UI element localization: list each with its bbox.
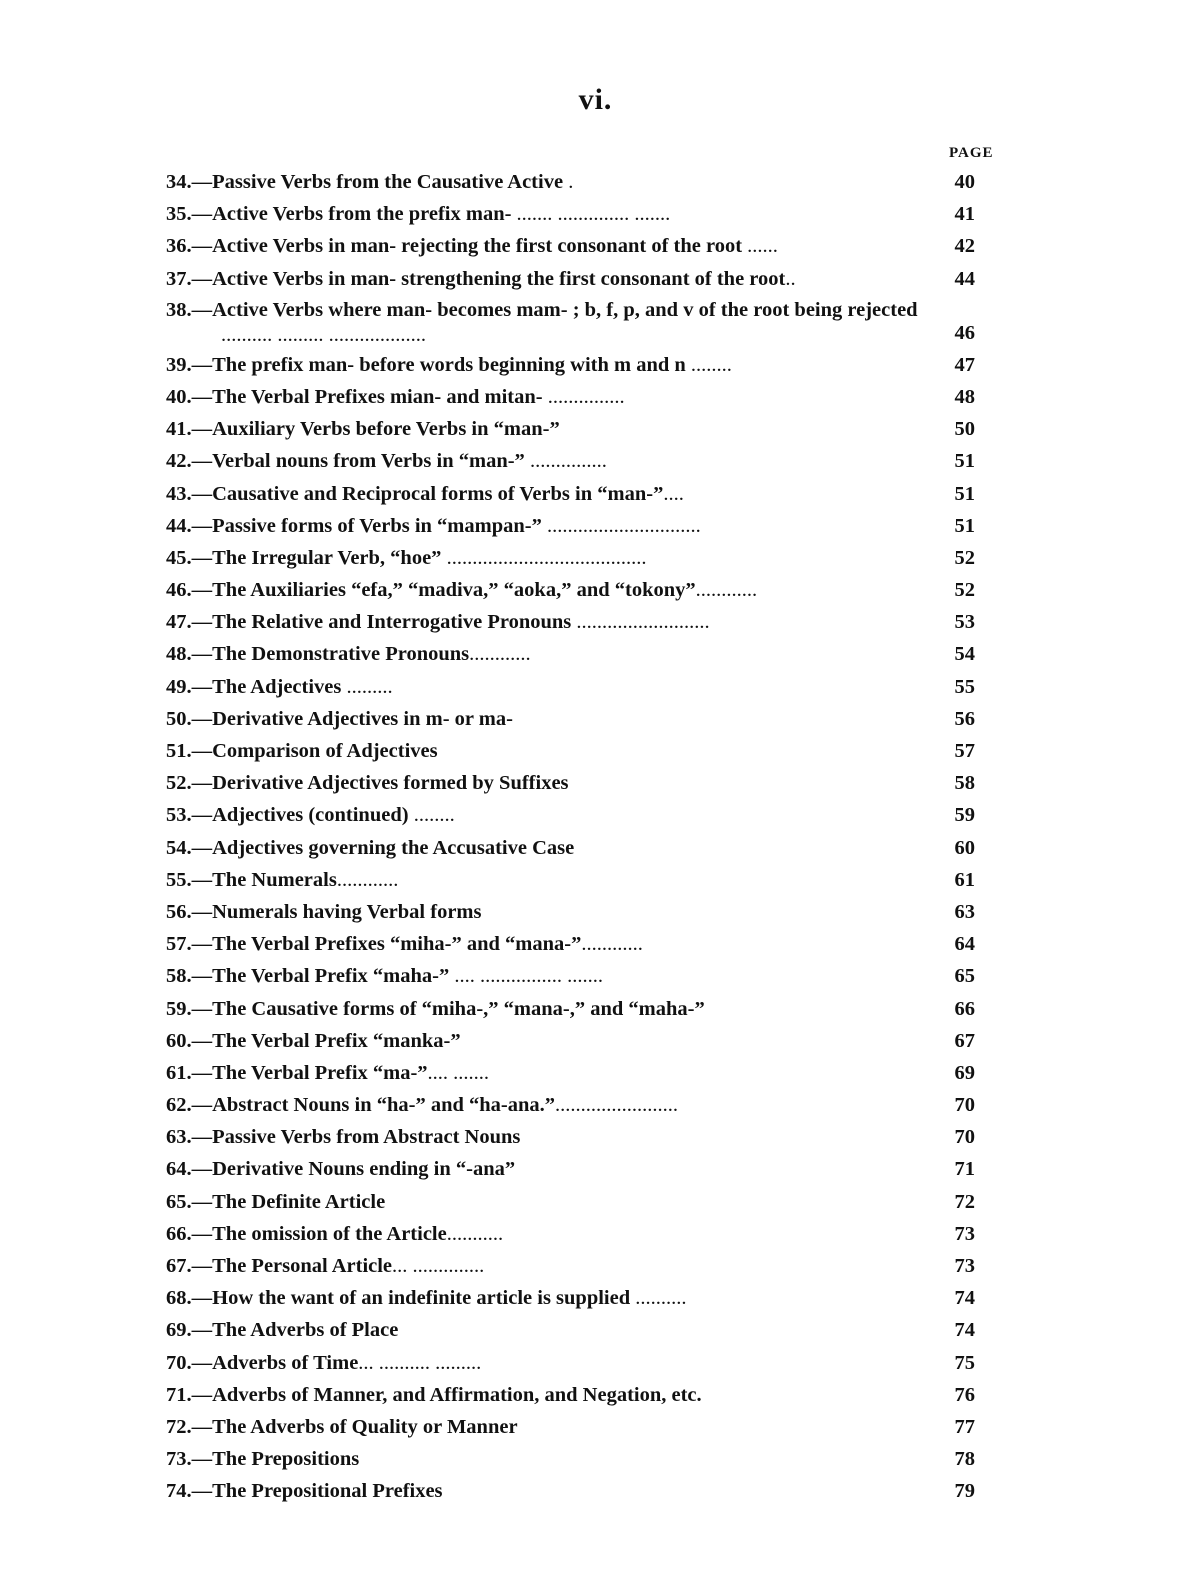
toc-entry-title: Active Verbs from the prefix man- [212, 203, 512, 226]
toc-entry-dash: — [191, 267, 213, 290]
toc-entry-dash: — [191, 1126, 213, 1149]
toc-entry-text [166, 542, 946, 574]
toc-entry-number: 50. [166, 707, 192, 730]
toc-entry-dash: — [191, 836, 213, 859]
toc-entry-leader: ............ [469, 643, 531, 666]
toc-entry-title: The Adverbs of Place [212, 1319, 399, 1342]
toc-entry-text [166, 928, 946, 960]
toc-entry-number: 68. [166, 1287, 192, 1310]
toc-entry-number: 39. [166, 353, 192, 376]
toc-entry-text [166, 1025, 946, 1057]
toc-entry-dash: — [191, 353, 213, 376]
toc-entry-leader: ............ [336, 868, 399, 891]
toc-entry-dash: — [191, 1158, 213, 1181]
toc-entry [166, 1153, 1001, 1185]
toc-entry-page: 54 [954, 643, 975, 666]
toc-entry-dash: — [191, 675, 213, 698]
toc-entry-number: 36. [166, 235, 192, 258]
toc-entry-page: 44 [954, 267, 975, 290]
toc-entry [166, 166, 1001, 198]
toc-entry-page: 74 [954, 1319, 975, 1342]
toc-entry-page: 51 [954, 482, 975, 505]
toc-entry-number: 54. [166, 836, 192, 859]
toc-entry-title: Causative and Reciprocal forms of Verbs in “man-” [212, 482, 664, 505]
toc-entry-leader: ............ [581, 933, 643, 956]
toc-entry-leader: ...... [742, 235, 778, 258]
toc-entry [166, 1282, 1001, 1314]
table-of-contents [166, 166, 1001, 1508]
toc-entry-leader: ........... [446, 1222, 504, 1245]
toc-entry-title: Passive Verbs from the Causative Active [212, 171, 564, 193]
toc-entry-dash: — [191, 1351, 213, 1374]
toc-entry-text [166, 671, 946, 703]
toc-entry-title: Abstract Nouns in “ha-” and “ha-ana.” [212, 1094, 555, 1117]
toc-entry-title: Adverbs of Time [212, 1351, 359, 1374]
toc-entry-title: Verbal nouns from Verbs in “man-” [212, 450, 525, 473]
toc-entry-title: The Verbal Prefix “manka-” [212, 1029, 461, 1052]
toc-entry-leader: .......... ......... ................... [221, 323, 426, 346]
toc-entry-text [166, 263, 946, 295]
toc-entry-title: The Relative and Interrogative Pronouns [212, 611, 572, 634]
toc-entry-title: The Definite Article [212, 1190, 386, 1213]
toc-entry [166, 928, 1001, 960]
toc-entry-page: 47 [954, 353, 975, 376]
page-number: vi. [578, 83, 613, 116]
toc-entry-title: The Adverbs of Quality or Manner [212, 1415, 518, 1438]
toc-entry-number: 66. [166, 1222, 192, 1245]
toc-entry-dash: — [191, 1480, 213, 1503]
toc-entry-page: 61 [954, 868, 975, 891]
toc-entry [166, 832, 1001, 864]
toc-entry-page: 78 [954, 1448, 975, 1471]
toc-entry [166, 606, 1001, 638]
toc-entry-title: Passive Verbs from Abstract Nouns [212, 1126, 521, 1149]
toc-entry-dash: — [191, 868, 213, 891]
toc-entry-number: 60. [166, 1029, 192, 1052]
toc-entry-leader: .. [785, 267, 796, 290]
toc-entry-text [166, 445, 946, 477]
toc-entry-title: The Auxiliaries “efa,” “madiva,” “aoka,” and “tokony” [212, 579, 696, 602]
toc-entry-page: 51 [954, 450, 975, 473]
toc-entry-leader: .............................. [541, 514, 701, 537]
toc-entry-title: Numerals having Verbal forms [212, 900, 482, 923]
toc-entry-dash: — [191, 707, 213, 730]
toc-entry-number: 43. [166, 482, 192, 505]
toc-entry [166, 671, 1001, 703]
toc-entry-page: 58 [954, 772, 975, 795]
toc-entry-text [166, 1218, 946, 1250]
toc-entry-number: 37. [166, 267, 192, 290]
toc-entry-dash: — [191, 1190, 213, 1213]
toc-entry-title: Adverbs of Manner, and Affirmation, and Negation, etc. [212, 1383, 702, 1406]
toc-entry-leader: .......... [630, 1287, 687, 1310]
toc-entry-page: 52 [954, 579, 975, 602]
toc-entry-text [166, 767, 946, 799]
toc-entry-page: 56 [954, 707, 975, 730]
toc-entry-title: Active Verbs in man- strengthening the first consonant of the root [212, 267, 786, 290]
toc-entry-text [166, 1153, 946, 1185]
toc-entry [166, 1347, 1001, 1379]
toc-entry-text [166, 1089, 946, 1121]
toc-entry-leader: .... ................ ....... [449, 965, 603, 988]
toc-entry-page: 41 [954, 203, 975, 226]
toc-entry-number: 40. [166, 385, 192, 408]
toc-entry-page: 63 [954, 900, 975, 923]
toc-entry-text [166, 799, 946, 831]
toc-entry-number: 71. [166, 1383, 192, 1406]
toc-entry-page: 51 [954, 514, 975, 537]
toc-entry-dash: — [191, 900, 213, 923]
toc-entry [166, 1057, 1001, 1089]
toc-entry-dash: — [191, 385, 213, 408]
toc-entry-dash: — [191, 418, 213, 441]
toc-entry-dash: — [191, 1094, 213, 1117]
toc-entry-dash: — [191, 450, 213, 473]
toc-entry [166, 1025, 1001, 1057]
toc-entry-text [166, 1121, 946, 1153]
toc-entry [166, 993, 1001, 1025]
toc-entry-page: 55 [954, 675, 975, 698]
toc-entry-title: Active Verbs in man- rejecting the first consonant of the root [212, 235, 743, 258]
toc-entry-leader: ... .......... ......... [358, 1351, 482, 1374]
toc-entry [166, 1443, 1001, 1475]
toc-entry-page: 75 [954, 1351, 975, 1374]
toc-entry-title: The Prepositions [212, 1448, 360, 1471]
toc-entry-number: 53. [166, 804, 192, 827]
toc-entry-text [166, 960, 946, 992]
toc-entry-leader: ........................ [555, 1094, 678, 1117]
toc-entry-dash: — [191, 171, 213, 193]
toc-entry-title: The Verbal Prefix “ma-” [212, 1061, 428, 1084]
toc-entry-dash: — [191, 1319, 213, 1342]
toc-entry-number: 63. [166, 1126, 192, 1149]
toc-entry [166, 799, 1001, 831]
toc-entry-text [166, 735, 946, 767]
toc-entry-page: 71 [954, 1158, 975, 1181]
toc-entry-dash: — [191, 804, 213, 827]
toc-entry-text [166, 478, 946, 510]
toc-entry [166, 230, 1001, 262]
toc-entry-title: The prefix man- before words beginning with m and n [212, 353, 686, 376]
toc-entry-number: 35. [166, 203, 192, 226]
toc-entry [166, 295, 1001, 349]
toc-entry-title: The Causative forms of “miha-,” “mana-,” and “maha-” [212, 997, 705, 1020]
toc-entry-leader: ......... [341, 675, 393, 698]
toc-entry-dash: — [191, 203, 213, 226]
toc-entry-number: 56. [166, 900, 192, 923]
toc-entry-dash: — [191, 1287, 213, 1310]
toc-entry-page: 76 [954, 1383, 975, 1406]
toc-entry-text [166, 638, 946, 670]
toc-entry-page: 50 [954, 418, 975, 441]
toc-entry [166, 542, 1001, 574]
toc-entry-title: The Irregular Verb, “hoe” [212, 546, 442, 569]
toc-entry-number: 67. [166, 1255, 192, 1277]
toc-entry-page: 72 [954, 1190, 975, 1213]
toc-entry-leader: ....... .............. ....... [511, 203, 671, 226]
toc-entry-text [166, 230, 946, 262]
toc-entry-number: 52. [166, 772, 192, 795]
toc-entry [166, 703, 1001, 735]
toc-entry-number: 55. [166, 868, 192, 891]
toc-entry-number: 45. [166, 546, 192, 569]
toc-entry [166, 960, 1001, 992]
toc-entry-number: 62. [166, 1094, 192, 1117]
toc-entry-text [166, 896, 946, 928]
toc-entry-text [166, 1282, 946, 1314]
toc-entry-title: The omission of the Article [212, 1222, 447, 1245]
toc-entry-dash: — [191, 235, 213, 258]
toc-entry [166, 263, 1001, 295]
toc-entry-number: 69. [166, 1319, 192, 1342]
toc-entry-dash: — [191, 740, 213, 762]
toc-entry-leader: ........ [685, 353, 732, 376]
toc-entry-page: 79 [954, 1480, 975, 1503]
toc-entry [166, 638, 1001, 670]
toc-entry-page: 65 [954, 965, 975, 988]
toc-entry-page: 64 [954, 933, 975, 956]
toc-entry-number: 38. [166, 298, 192, 321]
toc-entry-text [166, 832, 946, 864]
toc-entry-dash: — [191, 643, 213, 666]
toc-entry-title: The Numerals [212, 868, 337, 891]
toc-entry-number: 44. [166, 514, 192, 537]
toc-entry-page: 69 [954, 1061, 975, 1084]
toc-entry-page: 48 [954, 385, 975, 408]
toc-entry [166, 574, 1001, 606]
toc-entry [166, 198, 1001, 230]
toc-entry-dash: — [191, 579, 213, 602]
toc-entry-title: Active Verbs where man- becomes mam- ; b, f, p, and v of the root being rejected [212, 298, 918, 321]
toc-entry-leader: ....................................... [441, 546, 647, 569]
toc-entry [166, 1250, 1001, 1282]
toc-entry [166, 1218, 1001, 1250]
toc-entry-number: 61. [166, 1061, 192, 1084]
toc-entry [166, 864, 1001, 896]
toc-entry-title: Adjectives governing the Accusative Case [212, 836, 575, 859]
toc-entry-dash: — [191, 611, 213, 634]
toc-entry-page: 73 [954, 1255, 975, 1277]
toc-entry-page: 67 [954, 1029, 975, 1052]
page-column-header: PAGE [949, 145, 994, 161]
toc-entry-text [166, 703, 946, 735]
toc-entry [166, 1475, 1001, 1507]
toc-entry-title: Adjectives (continued) [212, 804, 409, 827]
toc-entry-title: The Demonstrative Pronouns [212, 643, 470, 666]
toc-entry-page: 42 [954, 235, 975, 258]
toc-entry-text [166, 1411, 946, 1443]
toc-entry-text [166, 1443, 946, 1475]
toc-entry-number: 48. [166, 643, 192, 666]
toc-entry-leader: ... .............. [392, 1255, 485, 1277]
toc-entry-number: 70. [166, 1351, 192, 1374]
toc-entry-page: 60 [954, 836, 975, 859]
toc-entry-text [166, 864, 946, 896]
toc-entry-title: The Verbal Prefixes mian- and mitan- [212, 385, 543, 408]
toc-entry-leader: .... [663, 482, 684, 505]
toc-entry [166, 510, 1001, 542]
toc-entry-text [166, 1314, 946, 1346]
toc-entry-number: 74. [166, 1480, 192, 1503]
toc-entry-dash: — [191, 1415, 213, 1438]
toc-entry-title: Passive forms of Verbs in “mampan-” [212, 514, 542, 537]
toc-entry-number: 64. [166, 1158, 192, 1181]
toc-entry-text [166, 574, 946, 606]
toc-entry-title: The Verbal Prefix “maha-” [212, 965, 450, 988]
toc-entry-title: Derivative Adjectives formed by Suffixes [212, 772, 569, 795]
toc-entry-number: 65. [166, 1190, 192, 1213]
toc-entry [166, 1121, 1001, 1153]
toc-entry-number: 51. [166, 740, 192, 762]
toc-entry-text [166, 298, 946, 348]
toc-entry-leader: ........ [408, 804, 455, 827]
toc-entry-page: 53 [954, 611, 975, 634]
toc-entry [166, 381, 1001, 413]
toc-entry-page: 59 [954, 804, 975, 827]
toc-entry-text [166, 1250, 946, 1282]
toc-entry-text [166, 1347, 946, 1379]
toc-entry-dash: — [191, 997, 213, 1020]
toc-entry-title: The Verbal Prefixes “miha-” and “mana-” [212, 933, 582, 956]
toc-entry-page: 73 [954, 1222, 975, 1245]
toc-entry-page: 52 [954, 546, 975, 569]
toc-entry-number: 58. [166, 965, 192, 988]
toc-entry-text [166, 381, 946, 413]
toc-entry-number: 34. [166, 171, 192, 193]
toc-entry-text [166, 166, 946, 198]
toc-entry-number: 46. [166, 579, 192, 602]
toc-entry-page: 77 [954, 1415, 975, 1438]
toc-entry-dash: — [191, 514, 213, 537]
toc-entry-number: 72. [166, 1415, 192, 1438]
toc-entry-number: 59. [166, 997, 192, 1020]
toc-entry-dash: — [191, 933, 213, 956]
toc-entry [166, 413, 1001, 445]
toc-entry-dash: — [191, 772, 213, 795]
toc-entry-text [166, 349, 946, 381]
toc-entry-leader: .... ....... [427, 1061, 490, 1084]
toc-entry-title: The Prepositional Prefixes [212, 1480, 443, 1503]
toc-entry [166, 445, 1001, 477]
toc-entry-number: 49. [166, 675, 192, 698]
toc-entry-leader: ............ [695, 579, 758, 602]
toc-entry-number: 57. [166, 933, 192, 956]
toc-entry-dash: — [191, 965, 213, 988]
toc-entry-title: The Personal Article [212, 1255, 393, 1277]
toc-entry-text [166, 1057, 946, 1089]
toc-entry-dash: — [191, 1029, 213, 1052]
toc-entry [166, 1379, 1001, 1411]
toc-entry-number: 41. [166, 418, 192, 441]
toc-entry-dash: — [191, 546, 213, 569]
toc-entry [166, 767, 1001, 799]
toc-entry-text [166, 198, 946, 230]
toc-entry-number: 73. [166, 1448, 192, 1471]
toc-entry-text [166, 1186, 946, 1218]
toc-entry [166, 735, 1001, 767]
toc-entry [166, 349, 1001, 381]
toc-entry-leader: ............... [542, 385, 625, 408]
toc-entry [166, 1314, 1001, 1346]
toc-entry [166, 1411, 1001, 1443]
toc-entry-page: 66 [954, 997, 975, 1020]
toc-entry-title: Comparison of Adjectives [212, 740, 438, 762]
toc-entry [166, 896, 1001, 928]
toc-entry-title: Auxiliary Verbs before Verbs in “man-” [212, 418, 560, 441]
toc-entry-leader: .......................... [571, 611, 710, 634]
toc-entry-text [166, 606, 946, 638]
toc-entry-page: 46 [954, 321, 975, 344]
toc-entry-title: The Adjectives [212, 675, 342, 698]
toc-entry-page: 57 [954, 740, 975, 762]
toc-entry-number: 47. [166, 611, 192, 634]
toc-entry [166, 1186, 1001, 1218]
toc-entry-dash: — [191, 1061, 213, 1084]
toc-entry-dash: — [191, 482, 213, 505]
toc-entry-page: 40 [954, 171, 975, 193]
toc-entry-number: 42. [166, 450, 192, 473]
toc-entry-leader: ............... [524, 450, 607, 473]
toc-entry-dash: — [191, 1448, 213, 1471]
toc-entry [166, 1089, 1001, 1121]
toc-entry-text [166, 993, 946, 1025]
toc-entry-dash: — [191, 1255, 213, 1277]
toc-entry-dash: — [191, 1383, 213, 1406]
toc-entry-page: 74 [954, 1287, 975, 1310]
toc-entry-dash: — [191, 298, 213, 321]
toc-entry [166, 478, 1001, 510]
toc-entry-text [166, 1475, 946, 1507]
toc-entry-text [166, 413, 946, 445]
toc-entry-title: Derivative Adjectives in m- or ma- [212, 707, 513, 730]
toc-entry-page: 70 [954, 1126, 975, 1149]
toc-entry-page: 70 [954, 1094, 975, 1117]
toc-entry-text [166, 510, 946, 542]
toc-entry-text [166, 1379, 946, 1411]
toc-entry-title: Derivative Nouns ending in “-ana” [212, 1158, 516, 1181]
toc-entry-dash: — [191, 1222, 213, 1245]
toc-entry-leader: . [563, 171, 574, 193]
toc-entry-title: How the want of an indefinite article is supplied [212, 1287, 631, 1310]
